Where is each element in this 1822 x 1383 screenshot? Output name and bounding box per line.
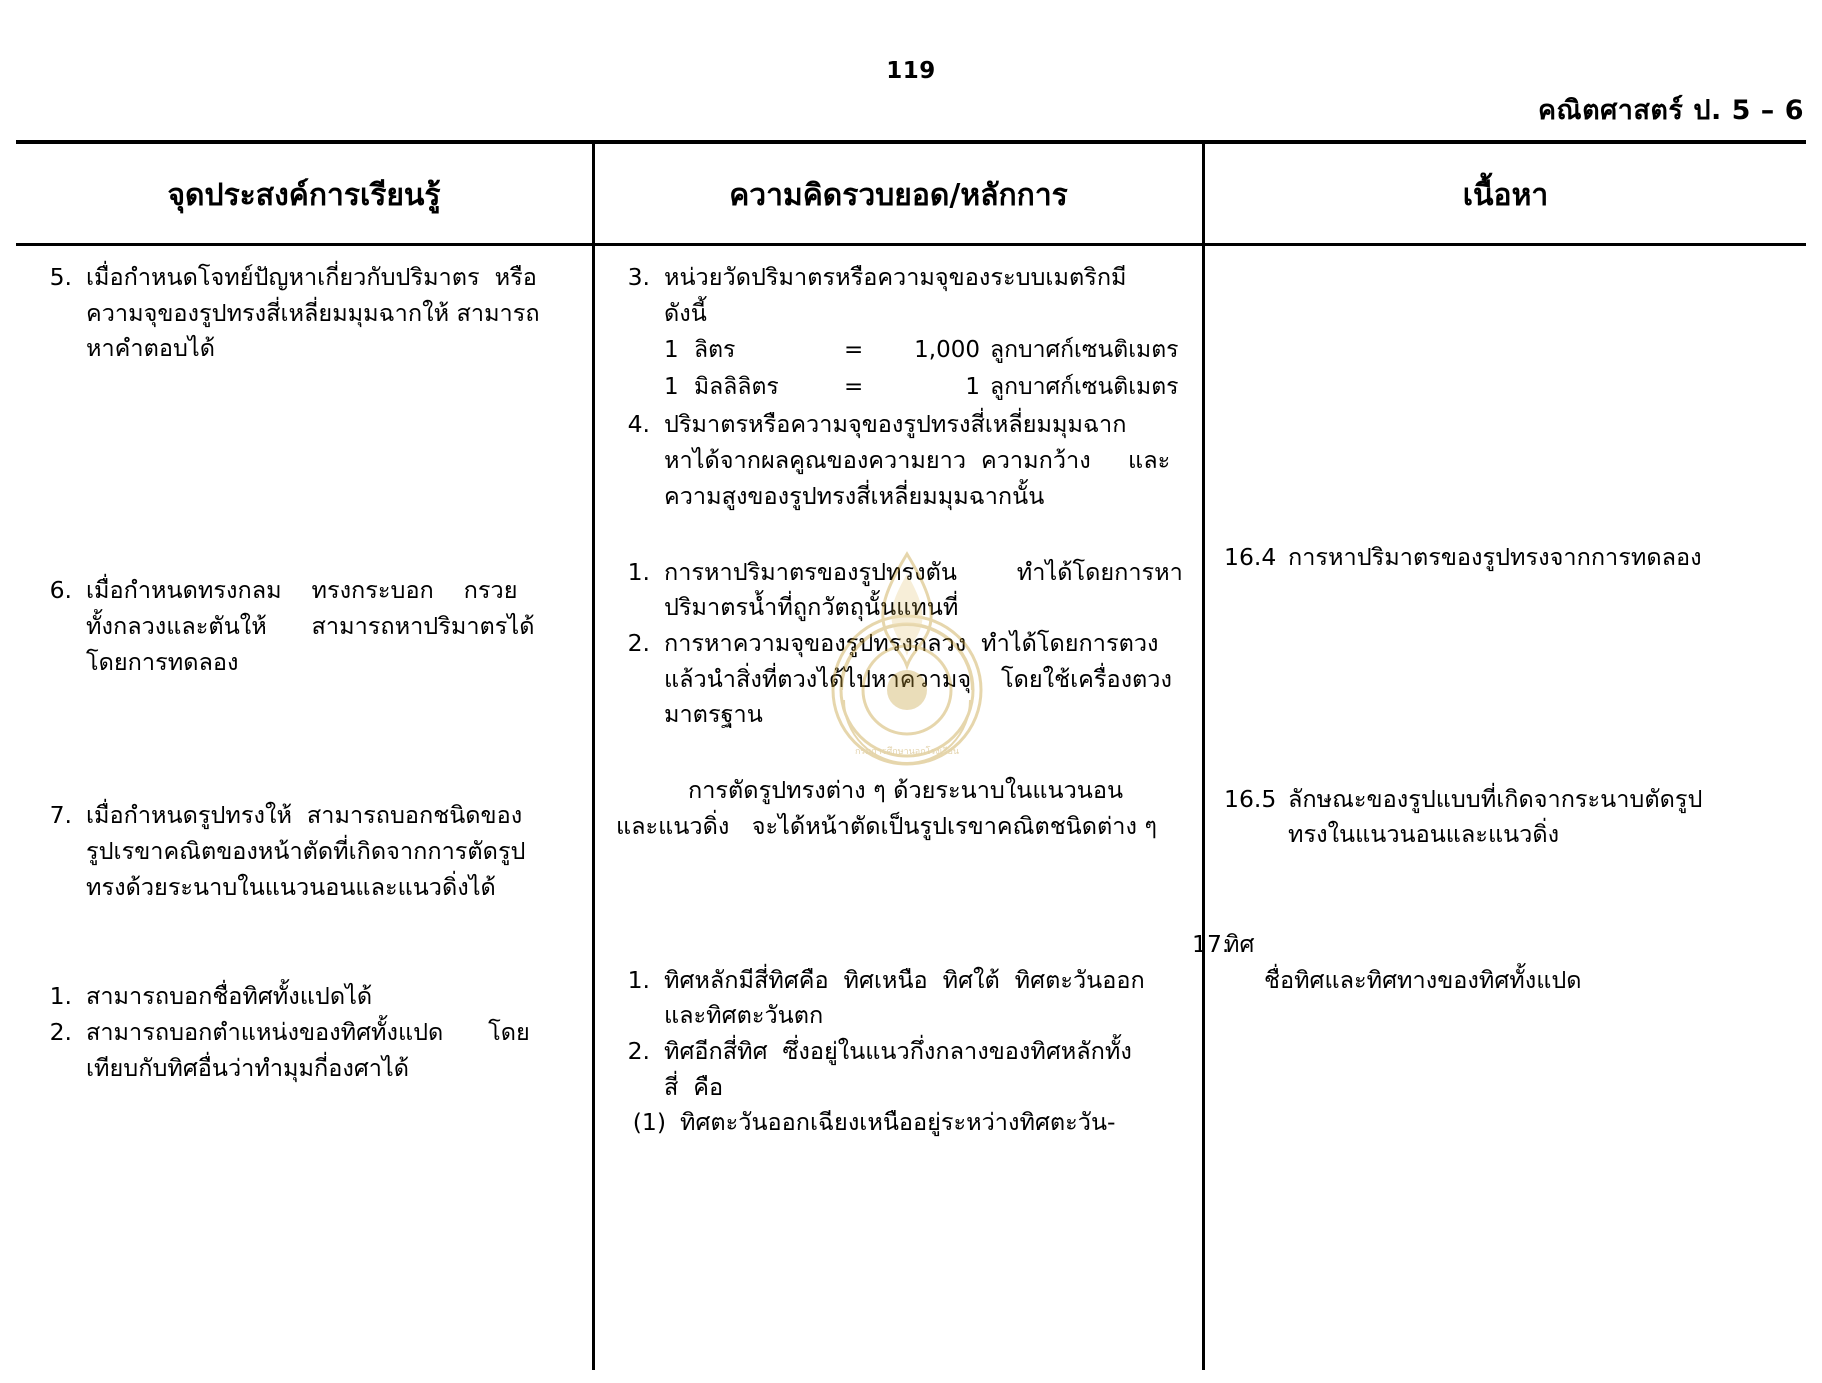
- text-line: การหาปริมาตรของรูปทรงจากการทดลอง: [1288, 543, 1702, 571]
- list-item: [616, 626, 1186, 733]
- text-line: ปริมาตรน้ำที่ถูกวัตถุนั้นแทนที่: [664, 593, 959, 622]
- topic-title: ทิศ: [1224, 930, 1255, 959]
- list-item-number: 2.: [49, 1018, 72, 1047]
- equation-result-unit: ลูกบาศก์เซนติเมตร: [990, 337, 1179, 364]
- text-line: หน่วยวัดปริมาตรหรือความจุของระบบเมตริกมี: [664, 263, 1127, 291]
- text-line: สี่ คือ: [664, 1072, 724, 1101]
- topic-number: 17.: [1192, 930, 1230, 959]
- text-line: ปริมาตรหรือความจุของรูปทรงสี่เหลี่ยมมุมฉาก: [664, 410, 1127, 439]
- table-header-divider: [16, 243, 1806, 246]
- text-line: ความสูงของรูปทรงสี่เหลี่ยมมุมฉากนั้น: [664, 481, 1045, 510]
- column-header-objectives: จุดประสงค์การเรียนรู้: [167, 178, 441, 213]
- text-line: ทรงในแนวนอนและแนวดิ่ง: [1288, 820, 1560, 849]
- table-top-border: [16, 140, 1806, 144]
- vertical-gap: [1224, 576, 1799, 782]
- text-line: ทิศตะวันออกเฉียงเหนืออยู่ระหว่างทิศตะวัน-: [680, 1108, 1116, 1137]
- column-header-concepts: ความคิดรวบยอด/หลักการ: [729, 178, 1068, 213]
- list-item-text: [664, 1034, 1186, 1105]
- equation-result: [884, 333, 1186, 368]
- text-line: เมื่อกำหนดรูปทรงให้ สามารถบอกชนิดของ: [86, 801, 523, 830]
- text-line: สามารถบอกตำแหน่งของทิศทั้งแปด โดย: [86, 1018, 530, 1047]
- equation-unit: มิลลิลิตร: [694, 374, 779, 401]
- vertical-gap: [38, 367, 570, 573]
- text-line: ทิศหลักมีสี่ทิศคือ ทิศเหนือ ทิศใต้ ทิศตะวันออก: [664, 965, 1145, 994]
- text-line: ทรงด้วยระนาบในแนวนอนและแนวดิ่งได้: [86, 872, 496, 901]
- list-item: [616, 555, 1186, 626]
- list-item-text: [86, 573, 570, 680]
- vertical-gap: [38, 905, 570, 979]
- text-line: ลักษณะของรูปแบบที่เกิดจากระนาบตัดรูป: [1288, 784, 1703, 813]
- column-concepts: [616, 260, 1186, 1141]
- equation-unit: ลิตร: [694, 337, 736, 364]
- text-line: ทิศอีกสี่ทิศ ซึ่งอยู่ในแนวกึ่งกลางของทิศหลักทั้ง: [664, 1036, 1132, 1065]
- list-item-text: [664, 555, 1186, 626]
- vertical-gap: [38, 680, 570, 798]
- page-number: 119: [886, 58, 936, 84]
- list-item: [1224, 540, 1799, 576]
- equation-equals: =: [844, 337, 864, 364]
- vertical-gap: [1224, 260, 1799, 466]
- text-line: รูปเรขาคณิตของหน้าตัดที่เกิดจากการตัดรูป: [86, 837, 526, 866]
- text-line: มาตรฐาน: [664, 700, 763, 729]
- column-divider-1: [592, 140, 595, 1370]
- text-line: ทั้งกลวงและตันให้ สามารถหาปริมาตรได้: [86, 611, 535, 640]
- list-item: [616, 1034, 1186, 1105]
- vertical-gap: [616, 515, 1186, 555]
- text-line: เมื่อกำหนดโจทย์ปัญหาเกี่ยวกับปริมาตร หรือ: [86, 263, 537, 291]
- list-item-text: [664, 407, 1186, 514]
- text-line: ดังนี้: [664, 298, 707, 327]
- list-item: [616, 407, 1186, 514]
- list-item: [1224, 782, 1799, 853]
- svg-text:กรมการศึกษานอกโรงเรียน: กรมการศึกษานอกโรงเรียน: [854, 747, 960, 757]
- list-item-number: 4.: [627, 410, 650, 439]
- list-item-number: 1.: [627, 965, 650, 994]
- list-item-text: [86, 260, 570, 367]
- list-item-text: [664, 626, 1186, 733]
- column-divider-2: [1202, 140, 1205, 1370]
- vertical-gap: [1224, 853, 1799, 927]
- list-item-text: [1288, 782, 1799, 853]
- list-item-number: 16.5: [1224, 784, 1277, 813]
- equation-result-unit: ลูกบาศก์เซนติเมตร: [990, 374, 1179, 401]
- text-line: ความจุของรูปทรงสี่เหลี่ยมมุมฉากให้ สามารถ: [86, 298, 540, 327]
- equation-quantity: 1: [664, 374, 679, 401]
- concepts-paragraph: [616, 773, 1186, 844]
- list-item-number: 1.: [627, 557, 650, 586]
- curriculum-table: [16, 140, 1806, 1370]
- column-header-content: เนื้อหา: [1462, 178, 1549, 213]
- list-item-number: 6.: [49, 576, 72, 605]
- content-topic: [1192, 927, 1799, 963]
- unit-equation-list: [664, 333, 1186, 405]
- list-item-text: [86, 1015, 570, 1086]
- vertical-gap: [616, 845, 1186, 963]
- list-item-number: 2.: [627, 1036, 650, 1065]
- list-item-number: 2.: [627, 628, 650, 657]
- text-line: โดยการทดลอง: [86, 647, 239, 676]
- column-content: [1192, 260, 1799, 999]
- text-line: เมื่อกำหนดทรงกลม ทรงกระบอก กรวย: [86, 576, 518, 605]
- list-item: [616, 260, 1186, 331]
- text-line: หาได้จากผลคูณของความยาว ความกว้าง และ: [664, 446, 1171, 475]
- text-line: และแนวดิ่ง จะได้หน้าตัดเป็นรูปเรขาคณิตชนิดต่าง ๆ: [616, 811, 1158, 840]
- unit-equation-row: [664, 333, 1186, 368]
- text-line: แล้วนำสิ่งที่ตวงได้ไปหาความจุ โดยใช้เครื่องตวง: [664, 664, 1172, 693]
- vertical-gap: [616, 733, 1186, 773]
- list-item: [38, 798, 570, 905]
- topic-subline: ชื่อทิศและทิศทางของทิศทั้งแปด: [1264, 965, 1582, 994]
- list-item-text: [1288, 540, 1799, 576]
- text-line: การตัดรูปทรงต่าง ๆ ด้วยระนาบในแนวนอน: [688, 776, 1124, 805]
- text-line: หาคำตอบได้: [86, 334, 215, 363]
- list-item-number: 1.: [49, 982, 72, 1011]
- list-item-text: [680, 1105, 1186, 1141]
- equation-value: 1,000: [914, 337, 980, 364]
- list-item: [38, 1015, 570, 1086]
- list-item-number: 16.4: [1224, 543, 1277, 571]
- list-item-number: 5.: [49, 263, 72, 291]
- list-item-text: [664, 963, 1186, 1034]
- text-line: สามารถบอกชื่อทิศทั้งแปดได้: [86, 982, 373, 1011]
- list-item: [38, 979, 570, 1015]
- list-item: [38, 573, 570, 680]
- column-objectives: [38, 260, 570, 1087]
- list-item: [616, 963, 1186, 1034]
- unit-equation-row: [664, 370, 1186, 405]
- list-item-number: 3.: [627, 263, 650, 291]
- list-item-text: [86, 798, 570, 905]
- text-line: การหาความจุของรูปทรงกลวง ทำได้โดยการตวง: [664, 628, 1159, 657]
- vertical-gap: [1224, 466, 1799, 540]
- text-line: และทิศตะวันตก: [664, 1001, 824, 1030]
- page-header-subject: คณิตศาสตร์ ป. 5 – 6: [1537, 95, 1804, 126]
- text-line: การหาปริมาตรของรูปทรงตัน ทำได้โดยการหา: [664, 557, 1183, 586]
- list-item-number: 7.: [49, 801, 72, 830]
- equation-equals: =: [844, 374, 864, 401]
- list-item: [616, 1105, 1186, 1141]
- list-item-text: [664, 260, 1186, 331]
- equation-quantity: 1: [664, 337, 679, 364]
- equation-value: 1: [965, 374, 980, 401]
- list-item-number: (1): [632, 1108, 666, 1137]
- text-line: เทียบกับทิศอื่นว่าทำมุมกี่องศาได้: [86, 1053, 410, 1082]
- equation-result: [884, 370, 1186, 405]
- list-item: [38, 260, 570, 367]
- list-item-text: [86, 979, 570, 1015]
